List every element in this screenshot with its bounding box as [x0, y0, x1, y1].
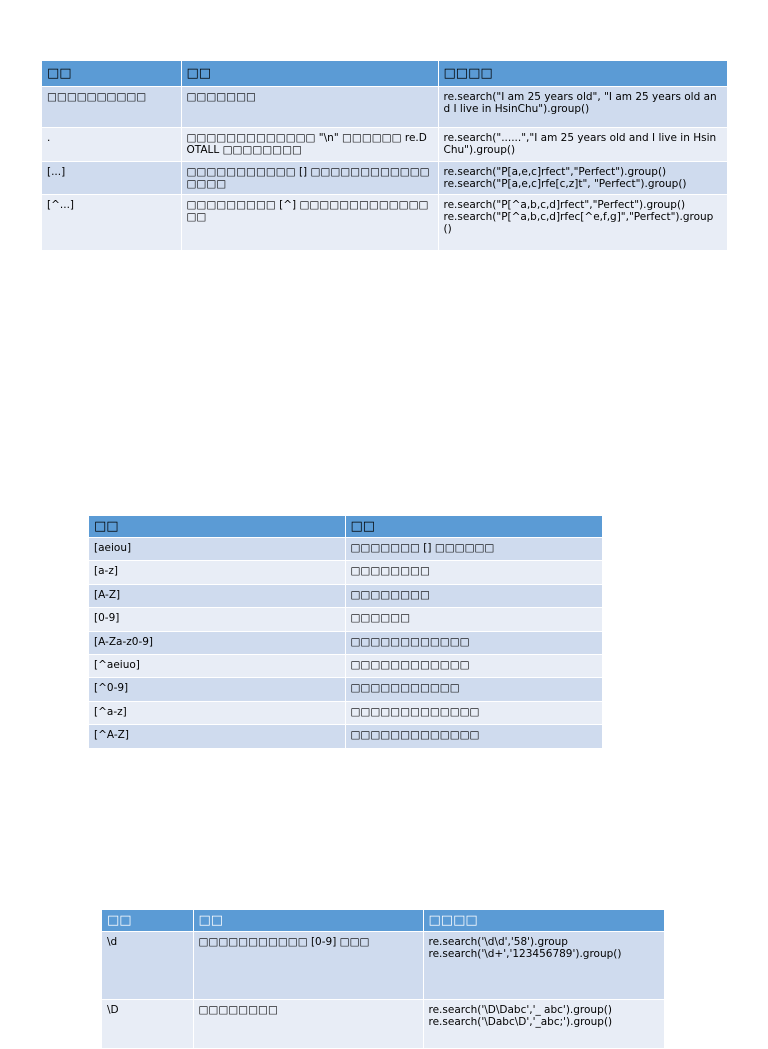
table-cell: □□□□□□□□ — [345, 561, 602, 584]
table-row — [42, 195, 727, 251]
table-cell: [A-Za-z0-9] — [89, 631, 345, 654]
regex-symbols-table — [42, 61, 728, 251]
table-row — [42, 128, 727, 162]
table-row — [89, 584, 602, 607]
column-header: □□ — [42, 61, 181, 87]
column-header: □□ — [193, 910, 423, 932]
table-cell: □□□□□□□□□□□ [] □□□□□□□□□□□□□□□□ — [181, 162, 438, 195]
column-header: □□ — [102, 910, 193, 932]
table-cell: \d — [102, 932, 193, 1000]
table-row — [89, 561, 602, 584]
table-row — [89, 678, 602, 701]
table-row — [102, 1000, 664, 1049]
table-cell: re.search('\D\Dabc','_ abc').group() re.search('\Dabc\D','_abc;').group() — [423, 1000, 664, 1049]
table-cell: □□□□□□□□□□□ [0-9] □□□ — [193, 932, 423, 1000]
table-row — [89, 538, 602, 561]
table-cell: [A-Z] — [89, 584, 345, 607]
table-cell: [^...] — [42, 195, 181, 251]
table-cell: □□□□□□□□□□□□□ — [345, 725, 602, 748]
table-row — [89, 725, 602, 748]
table-cell: □□□□□□□□□□□□□ — [345, 701, 602, 724]
column-header: □□ — [181, 61, 438, 87]
table-cell: [^A-Z] — [89, 725, 345, 748]
table-cell: □□□□□□□□□□□□ — [345, 654, 602, 677]
column-header: □□ — [89, 516, 345, 538]
table-row — [42, 87, 727, 128]
special-sequence-table — [102, 910, 665, 1049]
table-row — [42, 162, 727, 195]
character-class-table — [89, 516, 603, 749]
table-cell: □□□□□□□□□□ — [42, 87, 181, 128]
table-cell: □□□□□□ — [345, 608, 602, 631]
table-cell: . — [42, 128, 181, 162]
column-header: □□ — [345, 516, 602, 538]
table-cell: □□□□□□□ — [181, 87, 438, 128]
table-row — [102, 932, 664, 1000]
column-header: □□□□ — [438, 61, 727, 87]
table-header-row — [89, 516, 602, 538]
table-header-row — [102, 910, 664, 932]
table-cell: re.search("P[^a,b,c,d]rfect","Perfect").group() re.search("P[^a,b,c,d]rfec[^e,f,g]","Perfect").group() — [438, 195, 727, 251]
table-cell: [aeiou] — [89, 538, 345, 561]
table-cell: □□□□□□□□□□□ — [345, 678, 602, 701]
table-cell: [a-z] — [89, 561, 345, 584]
table-row — [89, 608, 602, 631]
table-cell: re.search('\d\d','58').group re.search('\d+','123456789').group() — [423, 932, 664, 1000]
table-cell: \D — [102, 1000, 193, 1049]
table-cell: [...] — [42, 162, 181, 195]
table-cell: □□□□□□□□□□□□ — [345, 631, 602, 654]
table-row — [89, 631, 602, 654]
table-cell: [^aeiuo] — [89, 654, 345, 677]
table-cell: re.search("......","I am 25 years old and I live in HsinChu").group() — [438, 128, 727, 162]
table-cell: □□□□□□□□ — [345, 584, 602, 607]
table-cell: □□□□□□□□□□□□□ "\n" □□□□□□ re.DOTALL □□□□□□□□ — [181, 128, 438, 162]
table-cell: [0-9] — [89, 608, 345, 631]
column-header: □□□□ — [423, 910, 664, 932]
table-cell: □□□□□□□□ — [193, 1000, 423, 1049]
table-row — [89, 654, 602, 677]
table-cell: re.search("I am 25 years old", "I am 25 years old and I live in HsinChu").group() — [438, 87, 727, 128]
table-cell: [^0-9] — [89, 678, 345, 701]
table-cell: [^a-z] — [89, 701, 345, 724]
table-cell: re.search("P[a,e,c]rfect","Perfect").group() re.search("P[a,e,c]rfe[c,z]t", "Perfect").group() — [438, 162, 727, 195]
table-row — [89, 701, 602, 724]
table-cell: □□□□□□□□□ [^] □□□□□□□□□□□□□□□ — [181, 195, 438, 251]
table-cell: □□□□□□□ [] □□□□□□ — [345, 538, 602, 561]
table-header-row — [42, 61, 727, 87]
